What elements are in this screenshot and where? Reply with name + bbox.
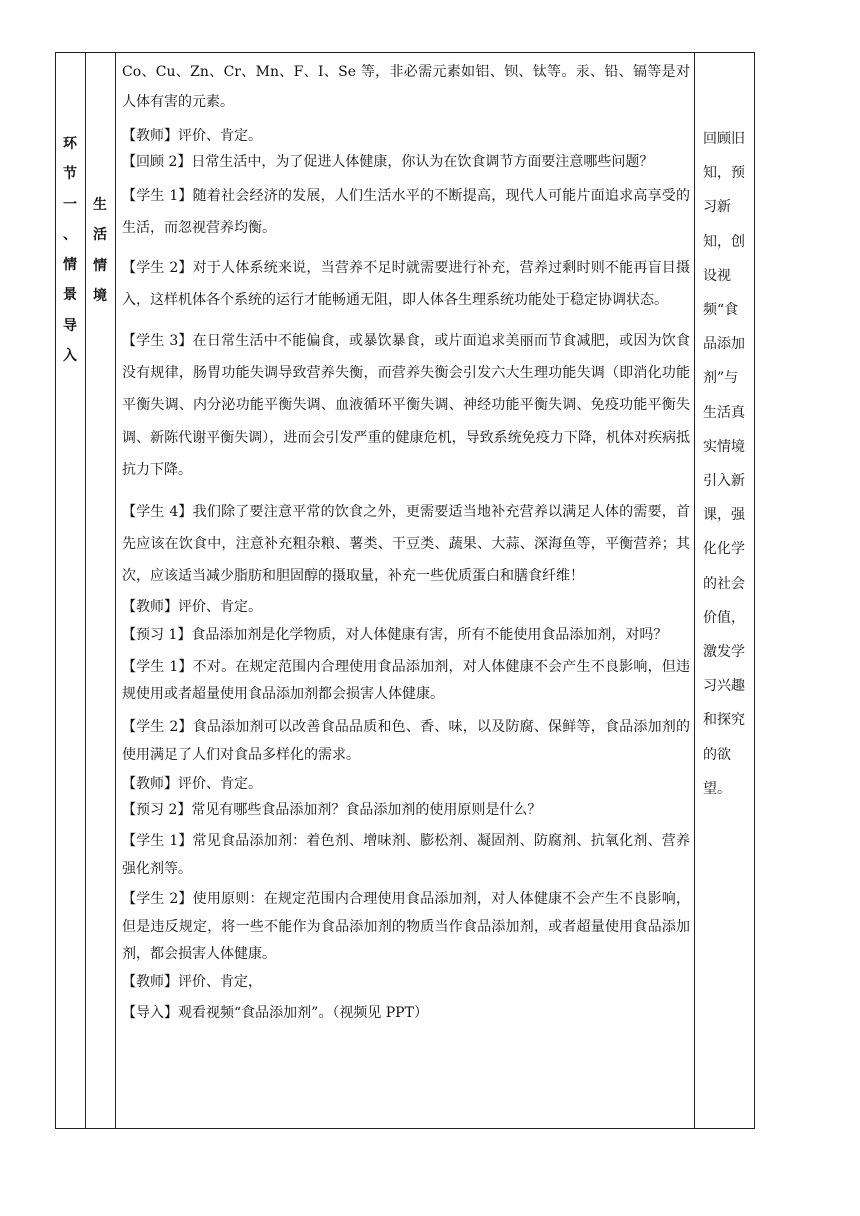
label-char: 情 xyxy=(63,257,77,274)
label-char: 环 xyxy=(63,136,77,152)
label-char: 节 xyxy=(63,166,77,183)
paragraph: 【预习 1】食品添加剂是化学物质，对人体健康有害，所有不能使用食品添加剂，对吗？ xyxy=(122,627,668,644)
paragraph: 【学生 1】常见食品添加剂：着色剂、增味剂、膨松剂、凝固剂、防腐剂、抗氧化剂、营养强化剂等。 xyxy=(122,833,690,878)
paragraph: 【导入】观看视频“食品添加剂”。（视频见 PPT） xyxy=(122,1004,428,1021)
column-divider xyxy=(115,53,116,1128)
paragraph: 【学生 1】不对。在规定范围内合理使用食品添加剂，对人体健康不会产生不良影响，但违规使用或者超量使用食品添加剂都会损害人体健康。 xyxy=(122,659,690,703)
design-intent: 回顾旧知，预习新知，创设视频“食品添加剂”与生活真实情境引入新课，强化化学的社会价值，激发学习兴趣和探究的欲望。 xyxy=(703,131,745,797)
lesson-content xyxy=(122,57,690,1027)
label-char: 景 xyxy=(63,287,77,304)
paragraph: 【学生 3】在日常生活中不能偏食，或暴饮暴食，或片面追求美丽而节食减肥，或因为饮食没有规律，肠胃功能失调导致营养失衡，而营养失衡会引发六大生理功能失调（即消化功能平衡失调、内分泌功能平衡失调、血液循环平衡失调、神经功能平衡失调、免疫功能平衡失调、新陈代谢平衡失调），进而会引发严重的健康危机，导致系统免疫力下降，机体对疾病抵抗力下降。 xyxy=(122,333,690,478)
paragraph: Co、Cu、Zn、Cr、Mn、F、I、Se 等，非必需元素如铝、钡、钛等。汞、铅、镉等是对人体有害的元素。 xyxy=(122,64,690,110)
paragraph: 【学生 1】随着社会经济的发展，人们生活水平的不断提高，现代人可能片面追求高享受的生活，而忽视营养均衡。 xyxy=(122,188,690,236)
paragraph: 【学生 2】对于人体系统来说，当营养不足时就需要进行补充，营养过剩时则不能再盲目摄入，这样机体各个系统的运行才能畅通无阻，即人体各生理系统功能处于稳定协调状态。 xyxy=(122,260,690,308)
label-char: 境 xyxy=(93,287,107,304)
paragraph: 【教师】评价、肯定。 xyxy=(122,776,262,793)
subsection-label xyxy=(85,190,115,311)
paragraph: 【学生 4】我们除了要注意平常的饮食之外，更需要适当地补充营养以满足人体的需要，首先应该在饮食中，注意补充粗杂粮、薯类、干豆类、蔬果、大蒜、深海鱼等，平衡营养；其次，应该适当减少脂肪和胆固醇的摄取量，补充一些优质蛋白和膳食纤维！ xyxy=(122,504,690,585)
paragraph: 【回顾 2】日常生活中，为了促进人体健康，你认为在饮食调节方面要注意哪些问题？ xyxy=(122,154,654,170)
paragraph: 【教师】评价、肯定， xyxy=(122,973,262,990)
column-divider xyxy=(694,53,695,1128)
label-char: 生 xyxy=(93,197,107,213)
label-char: 、 xyxy=(63,226,77,243)
paragraph: 【教师】评价、肯定。 xyxy=(122,599,262,616)
paragraph: 【学生 2】使用原则：在规定范围内合理使用食品添加剂，对人体健康不会产生不良影响，但是违反规定，将一些不能作为食品添加剂的物质当作食品添加剂，或者超量使用食品添加剂，都会损害人体健康。 xyxy=(122,891,690,963)
label-char: 导 xyxy=(63,317,77,334)
paragraph: 【学生 2】食品添加剂可以改善食品品质和色、香、味，以及防腐、保鲜等，食品添加剂的使用满足了人们对食品多样化的需求。 xyxy=(122,719,690,764)
label-char: 情 xyxy=(93,257,107,274)
label-char: 入 xyxy=(63,348,77,365)
label-char: 活 xyxy=(93,227,107,244)
label-char: 一 xyxy=(63,196,77,213)
section-label xyxy=(56,129,84,371)
paragraph: 【预习 2】常见有哪些食品添加剂？食品添加剂的使用原则是什么？ xyxy=(122,802,542,819)
lesson-table xyxy=(55,52,755,1129)
paragraph: 【教师】评价、肯定。 xyxy=(122,128,262,144)
